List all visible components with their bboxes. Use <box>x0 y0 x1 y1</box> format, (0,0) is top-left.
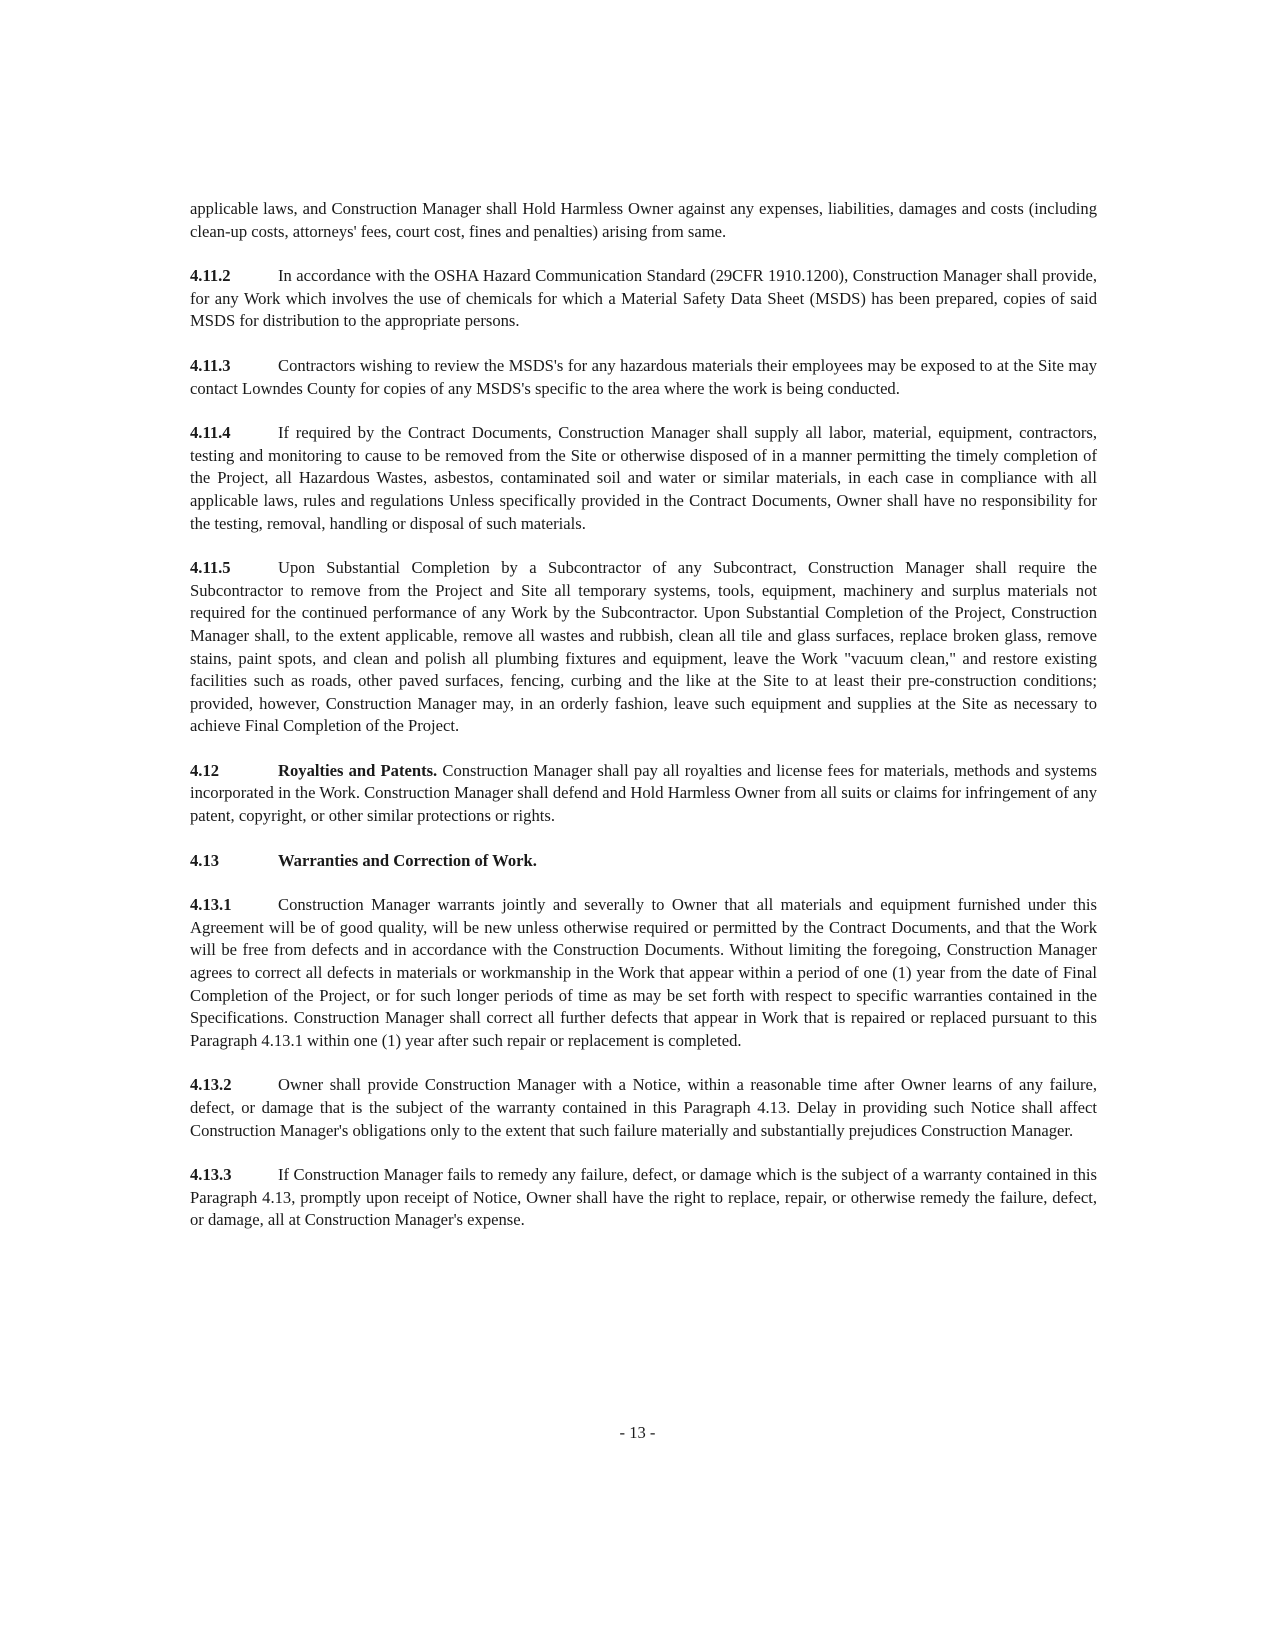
paragraph-text: Construction Manager warrants jointly and severally to Owner that all materials and equipment furnished under this Agreement will be of good quality, will be new unless otherwise required or permitted by the Contract Documents, and that the Work will be free from defects and in accordance with the Construction Documents. Without limiting the foregoing, Construction Manager agrees to correct all defects in materials or workmanship in the Work that appear within a period of one (1) year from the date of Final Completion of the Project, or for such longer periods of time as may be set forth with respect to specific warranties contained in the Specifications. Construction Manager shall correct all further defects that appear in Work that is repaired or replaced pursuant to this Paragraph 4.13.1 within one (1) year after such repair or replacement is completed. <box>190 895 1097 1050</box>
paragraph-continuation <box>190 198 1097 243</box>
paragraph-4-13 <box>190 850 1097 873</box>
section-number: 4.13.2 <box>190 1075 232 1095</box>
paragraph-text: Owner shall provide Construction Manager with a Notice, within a reasonable time after Owner learns of any failure, defect, or damage that is the subject of the warranty contained in this Paragraph 4.13. Delay in providing such Notice shall affect Construction Manager's obligations only to the extent that such failure materially and substantially prejudices Construction Manager. <box>190 1075 1097 1140</box>
section-number: 4.13.1 <box>190 895 232 915</box>
paragraph-text: Upon Substantial Completion by a Subcontractor of any Subcontract, Construction Manager shall require the Subcontractor to remove from the Project and Site all temporary systems, tools, equipment, machinery and surplus materials not required for the continued performance of any Work by the Subcontractor. Upon Substantial Completion of the Project, Construction Manager shall, to the extent applicable, remove all wastes and rubbish, clean all tile and glass surfaces, replace broken glass, remove stains, paint spots, and clean and polish all plumbing fixtures and equipment, leave the Work "vacuum clean," and restore existing facilities such as roads, other paved surfaces, fencing, curbing and the like at the Site to at least their pre-construction conditions; provided, however, Construction Manager may, in an orderly fashion, leave such equipment and supplies at the Site as necessary to achieve Final Completion of the Project. <box>190 558 1097 736</box>
paragraph-4-12 <box>190 760 1097 828</box>
paragraph-4-13-1 <box>190 894 1097 1052</box>
paragraph-text: Construction Manager shall pay all royalties and license fees for materials, methods and systems incorporated in the Work. Construction Manager shall defend and Hold Harmless Owner from all suits or claims for infringement of any patent, copyright, or other similar protections or rights. <box>190 760 1098 826</box>
page-number: - 13 - <box>619 1423 656 1442</box>
document-body <box>190 198 1097 1254</box>
paragraph-4-11-2 <box>190 265 1097 333</box>
paragraph-4-13-2 <box>190 1074 1097 1142</box>
section-number: 4.11.2 <box>190 266 231 286</box>
paragraph-text: If Construction Manager fails to remedy any failure, defect, or damage which is the subject of a warranty contained in this Paragraph 4.13, promptly upon receipt of Notice, Owner shall have the right to replace, repair, or otherwise remedy the failure, defect, or damage, all at Construction Manager's expense. <box>190 1165 1097 1230</box>
section-number: 4.11.3 <box>190 355 231 375</box>
paragraph-4-11-4 <box>190 422 1097 535</box>
section-number: 4.11.4 <box>190 423 231 443</box>
paragraph-text: Contractors wishing to review the MSDS's for any hazardous materials their employees may be exposed to at the Site may contact Lowndes County for copies of any MSDS's specific to the area where the work is being conducted. <box>190 355 1097 398</box>
section-number: 4.13 <box>190 850 220 870</box>
paragraph-4-11-5 <box>190 557 1097 738</box>
paragraph-4-13-3 <box>190 1164 1097 1232</box>
paragraph-text: applicable laws, and Construction Manager shall Hold Harmless Owner against any expenses, liabilities, damages and costs (including clean-up costs, attorneys' fees, court cost, fines and penalties) arising from same. <box>190 199 1097 241</box>
section-number: 4.12 <box>190 760 220 780</box>
section-heading: Warranties and Correction of Work. <box>278 850 537 870</box>
section-number: 4.11.5 <box>190 558 231 578</box>
paragraph-text: In accordance with the OSHA Hazard Communication Standard (29CFR 1910.1200), Construction Manager shall provide, for any Work which involves the use of chemicals for which a Material Safety Data Sheet (MSDS) has been prepared, copies of said MSDS for distribution to the appropriate persons. <box>190 266 1097 331</box>
paragraph-text: If required by the Contract Documents, Construction Manager shall supply all labor, material, equipment, contractors, testing and monitoring to cause to be removed from the Site or otherwise disposed of in a manner permitting the timely completion of the Project, all Hazardous Wastes, asbestos, contaminated soil and water or similar materials, in each case in compliance with all applicable laws, rules and regulations Unless specifically provided in the Contract Documents, Owner shall have no responsibility for the testing, removal, handling or disposal of such materials. <box>190 423 1097 533</box>
section-number: 4.13.3 <box>190 1165 232 1185</box>
section-heading: Royalties and Patents. <box>278 760 438 780</box>
paragraph-4-11-3 <box>190 355 1097 400</box>
